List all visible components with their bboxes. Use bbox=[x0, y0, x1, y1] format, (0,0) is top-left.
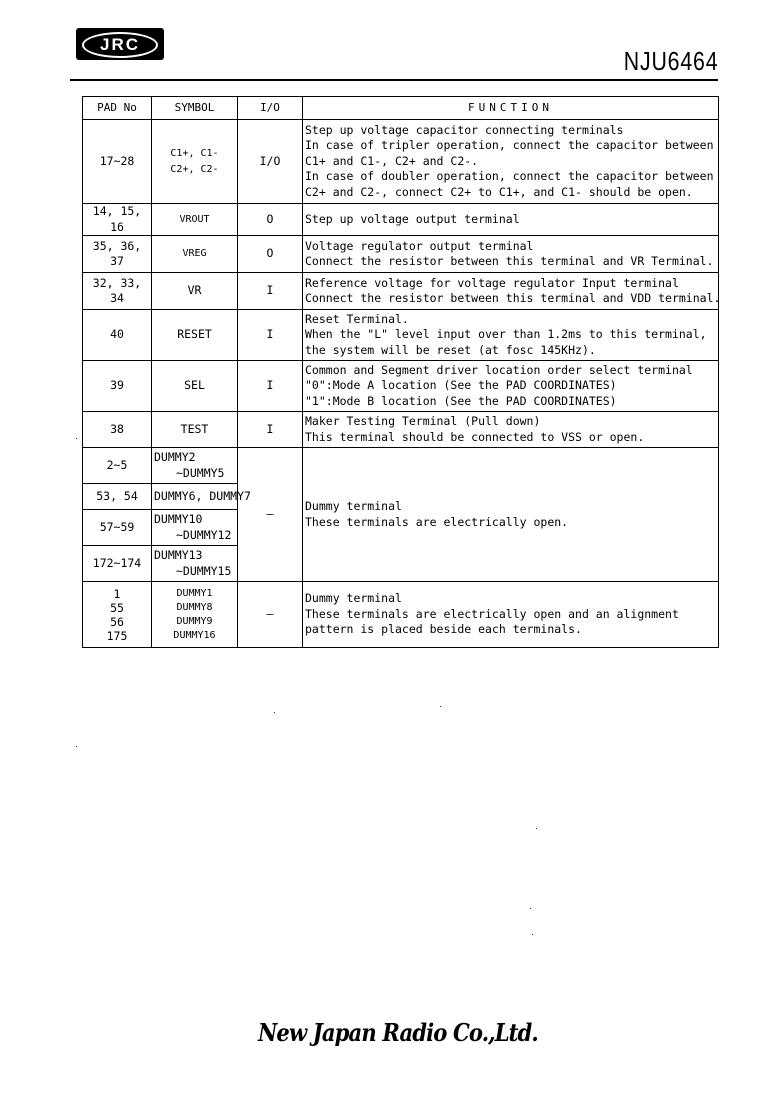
function-cell bbox=[303, 120, 719, 204]
symbol-cell: SEL bbox=[152, 361, 238, 412]
function-line: These terminals are electrically open. bbox=[305, 514, 569, 529]
function-line: In case of doubler operation, connect the capacitor between bbox=[305, 169, 714, 184]
symbol-cell bbox=[152, 448, 238, 484]
symbol-line: C1+, C1- bbox=[170, 148, 219, 159]
symbol-cell bbox=[152, 510, 238, 546]
scan-speck bbox=[274, 712, 275, 713]
symbol-line: DUMMY10 bbox=[154, 512, 203, 526]
function-line: Reference voltage for voltage regulator Input terminal bbox=[305, 275, 679, 290]
function-line: When the "L" level input over than 1.2ms to this terminal, bbox=[305, 327, 707, 342]
function-line: "1":Mode B location (See the PAD COORDINATES) bbox=[305, 393, 617, 408]
function-line: Maker Testing Terminal (Pull down) bbox=[305, 414, 541, 428]
function-line: In case of tripler operation, connect the capacitor between bbox=[305, 138, 714, 153]
pad-number: 53, 54 bbox=[83, 484, 152, 510]
function-line: Dummy terminal bbox=[305, 499, 402, 513]
header-io: I/O bbox=[238, 97, 303, 120]
io-type: I bbox=[238, 310, 303, 361]
scan-speck bbox=[76, 438, 77, 439]
table-row bbox=[83, 236, 719, 273]
header-symbol: SYMBOL bbox=[152, 97, 238, 120]
symbol-cell bbox=[152, 546, 238, 582]
scan-speck bbox=[76, 746, 77, 747]
pad-number bbox=[83, 582, 152, 648]
symbol-cell: VROUT bbox=[152, 204, 238, 236]
pad-number: 38 bbox=[83, 412, 152, 448]
pin-function-table bbox=[82, 96, 719, 648]
function-line: Connect the resistor between this terminal and VDD terminal. bbox=[305, 291, 721, 305]
function-line: Voltage regulator output terminal bbox=[305, 238, 534, 253]
jrc-logo bbox=[76, 28, 164, 60]
function-cell bbox=[303, 361, 719, 412]
pad-line: 1 bbox=[113, 586, 121, 601]
symbol-cell: VREG bbox=[152, 236, 238, 273]
function-line: These terminals are electrically open and an alignment bbox=[305, 606, 679, 621]
pad-number: 14, 15, 16 bbox=[83, 204, 152, 236]
table-row bbox=[83, 412, 719, 448]
io-type: I bbox=[238, 361, 303, 412]
io-type: O bbox=[238, 204, 303, 236]
function-cell bbox=[303, 236, 719, 273]
pad-number: 17~28 bbox=[83, 120, 152, 204]
io-type: — bbox=[238, 448, 303, 582]
symbol-cell bbox=[152, 120, 238, 204]
table-row bbox=[83, 120, 719, 204]
function-line: Step up voltage capacitor connecting terminals bbox=[305, 122, 624, 137]
io-type: I bbox=[238, 412, 303, 448]
symbol-line: ~DUMMY15 bbox=[176, 563, 232, 578]
io-type: — bbox=[238, 582, 303, 648]
function-line: C2+ and C2-, connect C2+ to C1+, and C1- should be open. bbox=[305, 184, 693, 199]
function-line: "0":Mode A location (See the PAD COORDINATES) bbox=[305, 378, 617, 393]
header-pad-no: PAD No bbox=[83, 97, 152, 120]
function-line: Reset Terminal. bbox=[305, 311, 409, 326]
table-row bbox=[83, 361, 719, 412]
pad-line: 56 bbox=[110, 614, 124, 629]
pad-number: 2~5 bbox=[83, 448, 152, 484]
pad-number: 172~174 bbox=[83, 546, 152, 582]
function-line: This terminal should be connected to VSS or open. bbox=[305, 429, 645, 444]
pad-number: 57~59 bbox=[83, 510, 152, 546]
pad-line: 55 bbox=[110, 600, 124, 615]
symbol-line: ~DUMMY5 bbox=[176, 465, 225, 480]
function-cell bbox=[303, 448, 719, 582]
symbol-line: DUMMY2 bbox=[154, 450, 196, 464]
part-number: NJU6464 bbox=[623, 46, 718, 76]
pad-number: 32, 33, 34 bbox=[83, 273, 152, 310]
function-line: Step up voltage output terminal bbox=[305, 211, 520, 226]
scan-speck bbox=[530, 908, 531, 909]
symbol-line: DUMMY16 bbox=[173, 629, 216, 641]
function-cell bbox=[303, 582, 719, 648]
symbol-line: DUMMY9 bbox=[176, 615, 213, 627]
function-cell bbox=[303, 310, 719, 361]
company-signature: New Japan Radio Co.,Ltd. bbox=[258, 1018, 538, 1047]
header-rule bbox=[70, 79, 718, 81]
pad-number: 35, 36, 37 bbox=[83, 236, 152, 273]
io-type: I/O bbox=[238, 120, 303, 204]
function-cell bbox=[303, 204, 719, 236]
table-row bbox=[83, 582, 719, 648]
table-row bbox=[83, 273, 719, 310]
function-cell bbox=[303, 273, 719, 310]
function-line: the system will be reset (at fosc 145KHz). bbox=[305, 342, 596, 357]
header-function: FUNCTION bbox=[303, 97, 719, 120]
function-cell bbox=[303, 412, 719, 448]
table-row bbox=[83, 310, 719, 361]
io-type: O bbox=[238, 236, 303, 273]
symbol-cell bbox=[152, 582, 238, 648]
symbol-cell: VR bbox=[152, 273, 238, 310]
symbol-cell bbox=[152, 484, 251, 510]
function-line: Common and Segment driver location order select terminal bbox=[305, 362, 693, 377]
function-line: Connect the resistor between this terminal and VR Terminal. bbox=[305, 254, 714, 268]
symbol-line: DUMMY8 bbox=[176, 601, 213, 613]
symbol-cell: TEST bbox=[152, 412, 238, 448]
scan-speck bbox=[536, 828, 537, 829]
symbol-cell: RESET bbox=[152, 310, 238, 361]
table-row bbox=[83, 204, 719, 236]
symbol-line: DUMMY13 bbox=[154, 548, 203, 562]
function-line: Dummy terminal bbox=[305, 591, 402, 606]
scan-speck bbox=[532, 934, 533, 935]
function-line: pattern is placed beside each terminals. bbox=[305, 622, 582, 637]
table-header-row bbox=[83, 97, 719, 120]
table-row bbox=[83, 448, 719, 484]
symbol-line: C2+, C2- bbox=[170, 163, 219, 175]
symbol-line: DUMMY1 bbox=[176, 587, 213, 599]
pad-number: 39 bbox=[83, 361, 152, 412]
pad-line: 175 bbox=[106, 628, 128, 643]
symbol-line: DUMMY6, DUMMY7 bbox=[154, 488, 251, 503]
function-line: C1+ and C1-, C2+ and C2-. bbox=[305, 153, 479, 168]
logo-text: JRC bbox=[82, 32, 158, 58]
symbol-line: ~DUMMY12 bbox=[176, 527, 232, 542]
pad-number: 40 bbox=[83, 310, 152, 361]
scan-speck bbox=[440, 706, 441, 707]
io-type: I bbox=[238, 273, 303, 310]
